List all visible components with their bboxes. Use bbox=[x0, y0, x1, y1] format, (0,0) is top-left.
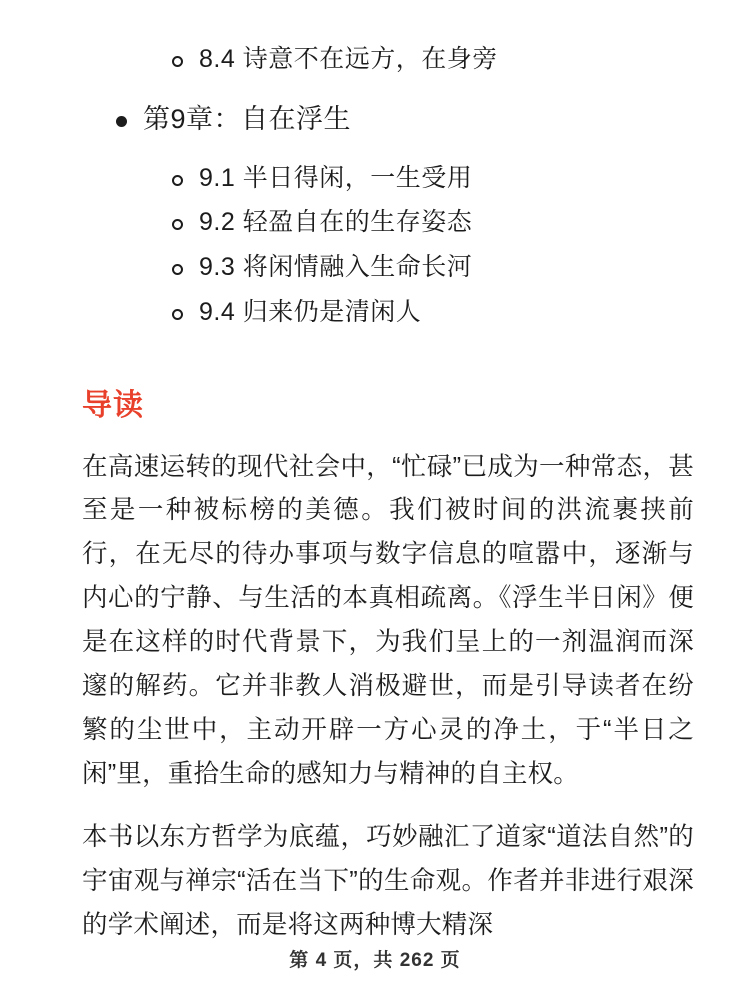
list-item[interactable] bbox=[172, 203, 694, 242]
hollow-bullet-icon bbox=[172, 309, 183, 320]
list-item[interactable] bbox=[172, 159, 694, 198]
page-footer: 第 4 页，共 262 页 bbox=[289, 950, 461, 971]
hollow-bullet-icon bbox=[172, 264, 183, 275]
toc-entry-label: 8.4 诗意不在远方，在身旁 bbox=[199, 45, 498, 73]
toc-entry-label: 9.3 将闲情融入生命长河 bbox=[199, 253, 473, 282]
body-paragraph: 在高速运转的现代社会中，“忙碌”已成为一种常态，甚至是一种被标榜的美德。我们被时间的洪流裹挟前行，在无尽的待办事项与数字信息的喧嚣中，逐渐与内心的宁静、与生活的本真相疏离。《浮生半日闲》便是在这样的时代背景下，为我们呈上的一剂温润而深邃的解药。它并非教人消极避世，而是引导读者在纷繁的尘世中，主动开辟一方心灵的净土，于“半日之闲”里，重拾生命的感知力与精神的自主权。 bbox=[82, 452, 694, 788]
toc-entry-label: 9.4 归来仍是清闲人 bbox=[199, 297, 422, 326]
toc-entry-label: 9.1 半日得闲，一生受用 bbox=[199, 163, 473, 192]
section-heading: 导读 bbox=[82, 388, 144, 422]
hollow-bullet-icon bbox=[172, 219, 183, 230]
hollow-bullet-icon bbox=[172, 56, 183, 67]
list-item[interactable] bbox=[172, 40, 694, 79]
list-item[interactable] bbox=[172, 293, 694, 332]
body-paragraph: 本书以东方哲学为底蕴，巧妙融汇了道家“道法自然”的宇宙观与禅宗“活在当下”的生命观。作者并非进行艰深的学术阐述，而是将这两种博大精深 bbox=[82, 823, 694, 940]
list-item[interactable] bbox=[172, 248, 694, 287]
hollow-bullet-icon bbox=[172, 175, 183, 186]
solid-bullet-icon bbox=[116, 116, 127, 127]
toc-entry-label: 第9章：自在浮生 bbox=[143, 103, 352, 134]
table-of-contents bbox=[56, 40, 694, 332]
toc-entry-label: 9.2 轻盈自在的生存姿态 bbox=[199, 208, 473, 237]
list-item[interactable] bbox=[116, 99, 694, 141]
